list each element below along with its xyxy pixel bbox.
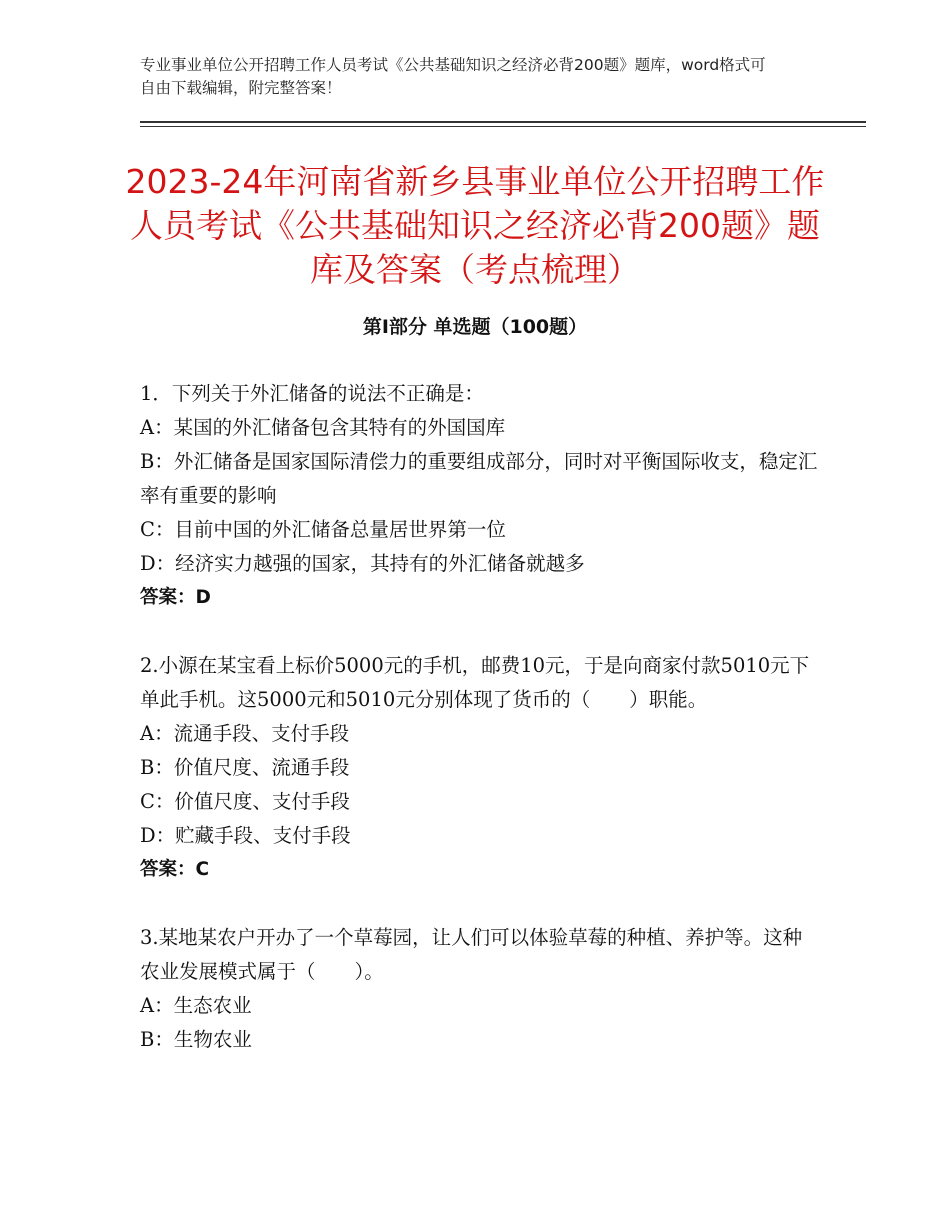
option-a: A：流通手段、支付手段 [140, 722, 350, 745]
option-d: D：贮藏手段、支付手段 [140, 824, 351, 847]
answer-line: 答案：C [140, 859, 210, 880]
page-header-note: 专业事业单位公开招聘工作人员考试《公共基础知识之经济必背200题》题库，word格式可自由下载编辑，附完整答案！ [140, 56, 766, 97]
question-text: 2.小源在某宝看上标价5000元的手机，邮费10元，于是向商家付款5010元下单此手机。这5000元和5010元分别体现了货币的（ ）职能。 [140, 654, 810, 711]
option-d: D：经济实力越强的国家，其持有的外汇储备就越多 [140, 552, 585, 575]
header-divider-thin [140, 126, 866, 127]
header-divider-thick [140, 121, 866, 123]
option-b: B：外汇储备是国家国际清偿力的重要组成部分，同时对平衡国际收支，稳定汇率有重要的影响 [140, 450, 818, 507]
option-c: C：目前中国的外汇储备总量居世界第一位 [140, 518, 506, 541]
question-2 [140, 649, 820, 887]
section-heading: 第I部分 单选题（100题） [362, 316, 588, 338]
option-a: A：生态农业 [140, 994, 252, 1017]
question-list [140, 377, 820, 1091]
question-1 [140, 377, 820, 615]
question-text: 3.某地某农户开办了一个草莓园，让人们可以体验草莓的种植、养护等。这种农业发展模式属于（ ）。 [140, 926, 803, 983]
option-b: B：生物农业 [140, 1028, 252, 1051]
question-3 [140, 921, 820, 1057]
option-b: B：价值尺度、流通手段 [140, 756, 350, 779]
question-text: 1．下列关于外汇储备的说法不正确是： [140, 382, 484, 405]
answer-line: 答案：D [140, 587, 211, 608]
option-a: A：某国的外汇储备包含其特有的外国国库 [140, 416, 506, 439]
option-c: C：价值尺度、支付手段 [140, 790, 350, 813]
document-title: 2023-24年河南省新乡县事业单位公开招聘工作人员考试《公共基础知识之经济必背200题》题库及答案（考点梳理） [125, 162, 825, 289]
